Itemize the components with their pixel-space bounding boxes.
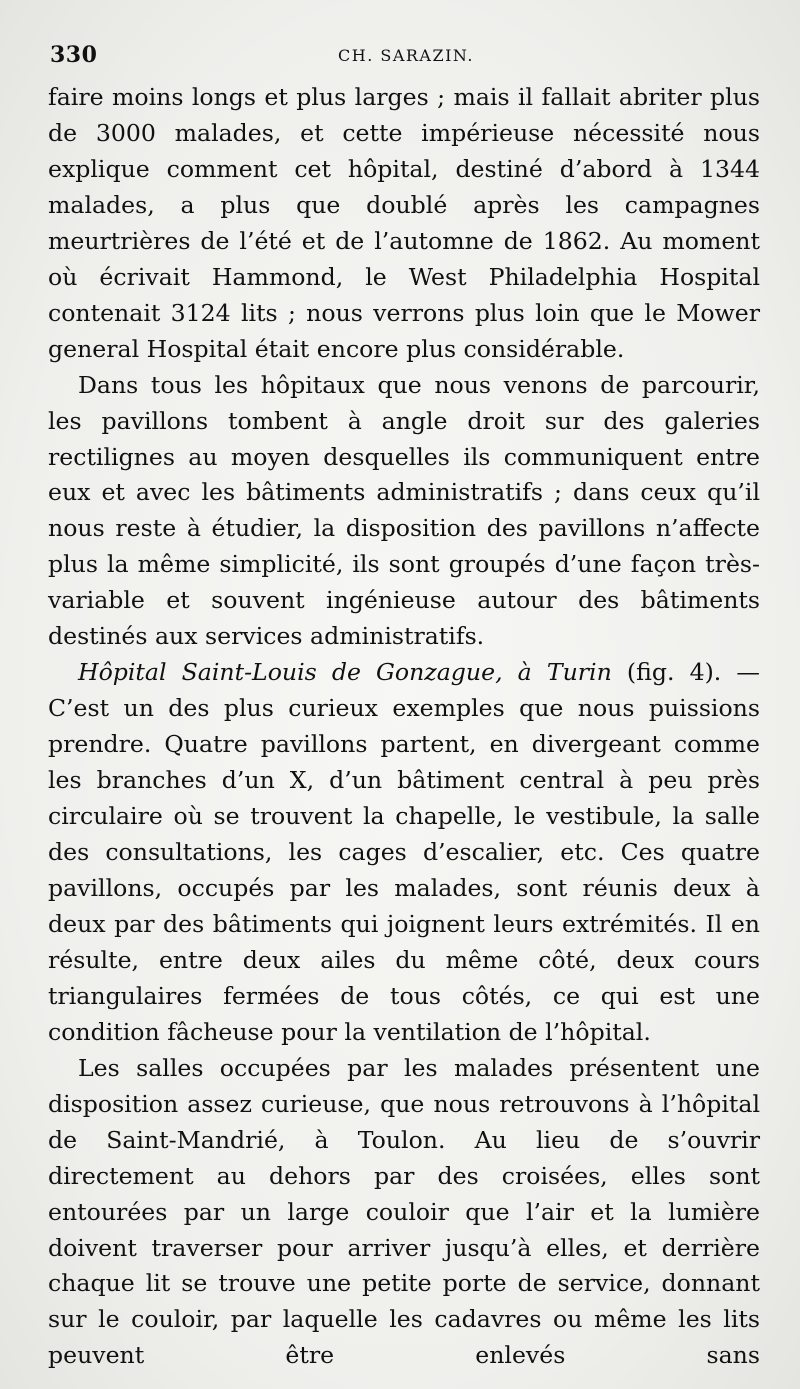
paragraph-text: faire moins longs et plus larges ; mais il fallait abriter plus de 3000 malades, et cette impérieuse nécessité nous explique comment cet hôpital, destiné d’abord à 1344 malades, a plus que doublé après les campagnes meurtrières de l’été et de l’automne de 1862. Au moment où écrivait Hammond, le West Philadelphia Hospital contenait 3124 lits ; nous verrons plus loin que le Mower general Hospital était encore plus considérable. bbox=[48, 83, 760, 363]
page-number: 330 bbox=[50, 42, 98, 68]
paragraph-pavillons bbox=[48, 368, 760, 656]
paragraph-hopital-turin bbox=[48, 655, 760, 1050]
paragraph-salles bbox=[48, 1051, 760, 1375]
paragraph-text: Les salles occupées par les malades présentent une disposition assez curieuse, que nous retrouvons à l’hôpital de Saint-Mandrié, à Toulon. Au lieu de s’ouvrir directement au dehors par des croisées, elles sont entourées par un large couloir que l’air et la lumière doivent traverser pour arriver jusqu’à elles, et derrière chaque lit se trouve une petite porte de service, donnant sur le couloir, par laquelle les cadavres ou même les lits peuvent être enlevés sans bbox=[48, 1053, 760, 1370]
paragraph-continuation bbox=[48, 80, 760, 368]
paragraph-text: (fig. 4). — C’est un des plus curieux exemples que nous puissions prendre. Quatre pavillons partent, en divergeant comme les branches d’un X, d’un bâtiment central à peu près circulaire où se trouvent la chapelle, le vestibule, la salle des consultations, les cages d’escalier, etc. Ces quatre pavillons, occupés par les malades, sont réunis deux à deux par des bâtiments qui joignent leurs extrémités. Il en résulte, entre deux ailes du même côté, deux cours triangulaires fermées de tous côtés, ce qui est une condition fâcheuse pour la ventilation de l’hôpital. bbox=[48, 658, 760, 1046]
paragraph-text: Dans tous les hôpitaux que nous venons de parcourir, les pavillons tombent à angle droit sur des galeries rectilignes au moyen desquelles ils communiquent entre eux et avec les bâtiments administratifs ; dans ceux qu’il nous reste à étudier, la disposition des pavillons n’affecte plus la même simplicité, ils sont groupés d’une façon très-variable et souvent ingénieuse autour des bâtiments destinés aux services administratifs. bbox=[48, 370, 760, 651]
body-text bbox=[48, 80, 760, 1374]
page-header bbox=[50, 42, 762, 72]
running-head: CH. SARAZIN. bbox=[338, 46, 474, 65]
paragraph-title: Hôpital Saint-Louis de Gonzague, à Turin bbox=[78, 658, 612, 687]
